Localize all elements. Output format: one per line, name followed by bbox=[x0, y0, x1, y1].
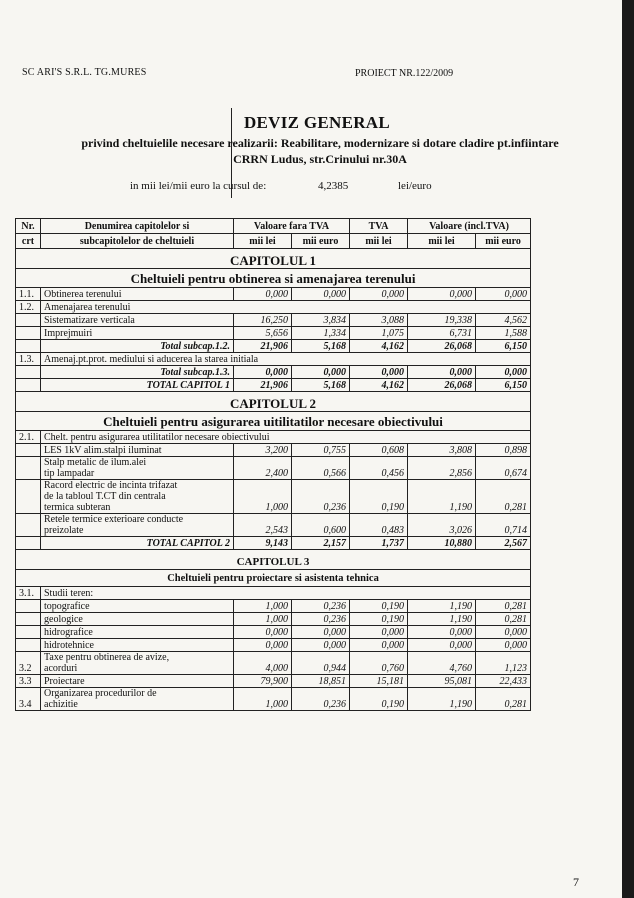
row-value: 0,236 bbox=[292, 688, 350, 711]
row-value: 15,181 bbox=[350, 675, 408, 688]
row-value: 0,236 bbox=[292, 613, 350, 626]
row-value: 0,000 bbox=[476, 626, 531, 639]
row-value: 0,608 bbox=[350, 444, 408, 457]
row-value: 1,075 bbox=[350, 327, 408, 340]
table-row bbox=[16, 340, 531, 353]
row-value: 0,898 bbox=[476, 444, 531, 457]
row-value: 1,190 bbox=[408, 480, 476, 514]
exchange-rate-unit: lei/euro bbox=[398, 180, 432, 192]
table-row bbox=[16, 675, 531, 688]
subtitle-line-2: CRRN Ludus, str.Crinului nr.30A bbox=[233, 152, 407, 166]
row-name: Studii teren: bbox=[41, 587, 531, 600]
table-row bbox=[16, 288, 531, 301]
row-name-line: de la tabloul T.CT din centrala bbox=[44, 491, 166, 502]
row-nr bbox=[16, 444, 41, 457]
row-name: Amenaj.pt.prot. mediului si aducerea la starea initiala bbox=[41, 353, 531, 366]
row-value: 0,483 bbox=[350, 514, 408, 537]
col-incl-mii-euro: mii euro bbox=[476, 234, 531, 249]
col-vat-mii-lei: mii lei bbox=[350, 234, 408, 249]
row-name: Total subcap.1.3. bbox=[41, 366, 234, 379]
row-value: 0,000 bbox=[350, 366, 408, 379]
row-value: 0,000 bbox=[350, 626, 408, 639]
row-nr bbox=[16, 366, 41, 379]
row-value: 0,000 bbox=[292, 639, 350, 652]
document-title: DEVIZ GENERAL bbox=[243, 113, 391, 132]
exchange-rate-label: in mii lei/mii euro la cursul de: bbox=[130, 180, 267, 192]
row-value: 0,714 bbox=[476, 514, 531, 537]
subtitle-line-1: privind cheltuielile necesare realizarii: Reabilitare, modernizare si dotare cladire pt.infiintare bbox=[81, 136, 559, 150]
row-value: 2,567 bbox=[476, 537, 531, 550]
row-value: 2,543 bbox=[234, 514, 292, 537]
table-row bbox=[16, 514, 531, 537]
row-value: 4,162 bbox=[350, 379, 408, 392]
row-value: 0,190 bbox=[350, 480, 408, 514]
row-value: 3,088 bbox=[350, 314, 408, 327]
table-row bbox=[16, 537, 531, 550]
row-value: 1,123 bbox=[476, 652, 531, 675]
row-name: TOTAL CAPITOL 1 bbox=[41, 379, 234, 392]
row-name-line: achizitie bbox=[44, 699, 78, 710]
row-name: Amenajarea terenului bbox=[41, 301, 531, 314]
row-value: 26,068 bbox=[408, 379, 476, 392]
row-nr bbox=[16, 314, 41, 327]
row-nr: 3.2 bbox=[16, 652, 41, 675]
deviz-table bbox=[15, 218, 531, 711]
table-row bbox=[16, 639, 531, 652]
row-name: geologice bbox=[41, 613, 234, 626]
row-value: 0,674 bbox=[476, 457, 531, 480]
row-name: TOTAL CAPITOL 2 bbox=[41, 537, 234, 550]
row-value: 0,236 bbox=[292, 600, 350, 613]
row-value: 0,000 bbox=[234, 639, 292, 652]
row-value: 3,808 bbox=[408, 444, 476, 457]
row-name: hidrografice bbox=[41, 626, 234, 639]
row-value: 0,281 bbox=[476, 613, 531, 626]
row-value: 1,190 bbox=[408, 688, 476, 711]
row-nr bbox=[16, 613, 41, 626]
row-nr bbox=[16, 600, 41, 613]
row-name: Proiectare bbox=[41, 675, 234, 688]
row-value: 9,143 bbox=[234, 537, 292, 550]
row-value: 6,731 bbox=[408, 327, 476, 340]
row-name-line: Taxe pentru obtinerea de avize, bbox=[44, 652, 170, 663]
chapter2-title: Cheltuieli pentru asigurarea uitilitatilor necesare obiectivului bbox=[16, 412, 531, 431]
row-value: 2,856 bbox=[408, 457, 476, 480]
row-value: 1,000 bbox=[234, 688, 292, 711]
chapter3-title: Cheltuieli pentru proiectare si asistenta tehnica bbox=[16, 570, 531, 587]
row-value: 0,190 bbox=[350, 688, 408, 711]
row-value: 1,190 bbox=[408, 613, 476, 626]
row-value: 0,236 bbox=[292, 480, 350, 514]
row-value: 16,250 bbox=[234, 314, 292, 327]
row-value: 0,000 bbox=[234, 366, 292, 379]
row-value: 6,150 bbox=[476, 340, 531, 353]
table-row bbox=[16, 600, 531, 613]
row-name: topografice bbox=[41, 600, 234, 613]
col-mii-euro: mii euro bbox=[292, 234, 350, 249]
table-row bbox=[16, 353, 531, 366]
row-nr bbox=[16, 480, 41, 514]
col-incl-mii-lei: mii lei bbox=[408, 234, 476, 249]
row-nr: 3.1. bbox=[16, 587, 41, 600]
chapter2-title-row bbox=[16, 412, 531, 431]
chapter2-number: CAPITOLUL 2 bbox=[16, 392, 531, 412]
row-value: 0,000 bbox=[292, 626, 350, 639]
row-value: 0,281 bbox=[476, 600, 531, 613]
row-nr: 3.3 bbox=[16, 675, 41, 688]
row-value: 0,000 bbox=[292, 366, 350, 379]
row-value: 21,906 bbox=[234, 379, 292, 392]
table-row bbox=[16, 327, 531, 340]
table-row bbox=[16, 587, 531, 600]
row-value: 18,851 bbox=[292, 675, 350, 688]
table-row bbox=[16, 431, 531, 444]
row-name: LES 1kV alim.stalpi iluminat bbox=[41, 444, 234, 457]
chapter1-number: CAPITOLUL 1 bbox=[16, 249, 531, 269]
row-value: 0,760 bbox=[350, 652, 408, 675]
row-nr bbox=[16, 457, 41, 480]
row-value: 0,000 bbox=[408, 626, 476, 639]
row-value: 0,281 bbox=[476, 480, 531, 514]
row-value: 0,566 bbox=[292, 457, 350, 480]
project-number: PROIECT NR.122/2009 bbox=[355, 68, 454, 79]
row-nr: 1.1. bbox=[16, 288, 41, 301]
row-value: 0,000 bbox=[350, 639, 408, 652]
row-nr: 2.1. bbox=[16, 431, 41, 444]
table-row bbox=[16, 301, 531, 314]
row-value: 5,168 bbox=[292, 379, 350, 392]
row-name-line: Stalp metalic de ilum.alei bbox=[44, 457, 147, 468]
row-nr bbox=[16, 626, 41, 639]
row-name-line: Racord electric de incinta trifazat bbox=[44, 480, 178, 491]
table-row bbox=[16, 444, 531, 457]
row-value: 0,000 bbox=[408, 639, 476, 652]
table-row bbox=[16, 626, 531, 639]
row-value: 1,737 bbox=[350, 537, 408, 550]
row-nr: 1.3. bbox=[16, 353, 41, 366]
row-value: 1,000 bbox=[234, 600, 292, 613]
row-value: 0,000 bbox=[234, 288, 292, 301]
row-name-line: preizolate bbox=[44, 525, 84, 536]
row-name bbox=[41, 688, 234, 711]
col-mii-lei: mii lei bbox=[234, 234, 292, 249]
row-value: 95,081 bbox=[408, 675, 476, 688]
col-name: Denumirea capitolelor si bbox=[41, 219, 234, 234]
row-value: 3,834 bbox=[292, 314, 350, 327]
row-value: 1,000 bbox=[234, 480, 292, 514]
row-value: 0,190 bbox=[350, 613, 408, 626]
page-mark: 7 bbox=[573, 875, 579, 889]
row-name: hidrotehnice bbox=[41, 639, 234, 652]
row-value: 0,755 bbox=[292, 444, 350, 457]
row-value: 3,200 bbox=[234, 444, 292, 457]
row-nr bbox=[16, 340, 41, 353]
row-name: Obtinerea terenului bbox=[41, 288, 234, 301]
row-value: 0,000 bbox=[408, 288, 476, 301]
row-name: Chelt. pentru asigurarea utilitatilor necesare obiectivului bbox=[41, 431, 531, 444]
row-value: 0,000 bbox=[350, 288, 408, 301]
row-nr bbox=[16, 537, 41, 550]
col-val-incl-vat: Valoare (incl.TVA) bbox=[408, 219, 531, 234]
chapter1-number-row bbox=[16, 249, 531, 269]
table-row bbox=[16, 480, 531, 514]
row-nr bbox=[16, 327, 41, 340]
row-value: 0,000 bbox=[476, 639, 531, 652]
row-name: Sistematizare verticala bbox=[41, 314, 234, 327]
row-value: 19,338 bbox=[408, 314, 476, 327]
row-name-line: Organizarea procedurilor de bbox=[44, 688, 157, 699]
row-value: 5,168 bbox=[292, 340, 350, 353]
table-row bbox=[16, 457, 531, 480]
chapter3-number: CAPITOLUL 3 bbox=[16, 550, 531, 570]
row-nr bbox=[16, 379, 41, 392]
row-name bbox=[41, 457, 234, 480]
chapter1-title: Cheltuieli pentru obtinerea si amenajarea terenului bbox=[16, 269, 531, 288]
scan-edge-bar bbox=[622, 0, 634, 898]
exchange-rate-value: 4,2385 bbox=[318, 180, 349, 192]
row-value: 0,000 bbox=[476, 366, 531, 379]
table-header-row-2 bbox=[16, 234, 531, 249]
row-value: 4,562 bbox=[476, 314, 531, 327]
row-value: 0,000 bbox=[234, 626, 292, 639]
row-value: 0,944 bbox=[292, 652, 350, 675]
row-nr: 3.4 bbox=[16, 688, 41, 711]
col-vat: TVA bbox=[350, 219, 408, 234]
row-value: 0,456 bbox=[350, 457, 408, 480]
row-value: 3,026 bbox=[408, 514, 476, 537]
table-row bbox=[16, 366, 531, 379]
row-value: 2,400 bbox=[234, 457, 292, 480]
col-nr: Nr. bbox=[16, 219, 41, 234]
table-row bbox=[16, 379, 531, 392]
row-value: 0,000 bbox=[408, 366, 476, 379]
row-name-line: tip lampadar bbox=[44, 468, 95, 479]
row-name bbox=[41, 652, 234, 675]
row-value: 4,760 bbox=[408, 652, 476, 675]
row-name-line: Retele termice exterioare conducte bbox=[44, 514, 184, 525]
row-name: Imprejmuiri bbox=[41, 327, 234, 340]
row-value: 1,334 bbox=[292, 327, 350, 340]
table-header-row-1 bbox=[16, 219, 531, 234]
row-value: 6,150 bbox=[476, 379, 531, 392]
chapter1-title-row bbox=[16, 269, 531, 288]
row-name bbox=[41, 480, 234, 514]
chapter2-number-row bbox=[16, 392, 531, 412]
chapter3-number-row bbox=[16, 550, 531, 570]
row-value: 0,190 bbox=[350, 600, 408, 613]
row-name: Total subcap.1.2. bbox=[41, 340, 234, 353]
row-value: 22,433 bbox=[476, 675, 531, 688]
row-name-line: acorduri bbox=[44, 663, 78, 674]
row-value: 10,880 bbox=[408, 537, 476, 550]
row-value: 0,000 bbox=[292, 288, 350, 301]
table-row bbox=[16, 613, 531, 626]
row-value: 4,000 bbox=[234, 652, 292, 675]
row-value: 1,588 bbox=[476, 327, 531, 340]
row-name bbox=[41, 514, 234, 537]
col-nr-crt: crt bbox=[16, 234, 41, 249]
company-name: SC ARI'S S.R.L. TG.MURES bbox=[22, 67, 147, 78]
row-value: 1,190 bbox=[408, 600, 476, 613]
row-nr bbox=[16, 514, 41, 537]
row-nr: 1.2. bbox=[16, 301, 41, 314]
row-value: 21,906 bbox=[234, 340, 292, 353]
table-row bbox=[16, 652, 531, 675]
row-value: 1,000 bbox=[234, 613, 292, 626]
row-value: 0,000 bbox=[476, 288, 531, 301]
row-value: 26,068 bbox=[408, 340, 476, 353]
row-value: 5,656 bbox=[234, 327, 292, 340]
row-value: 0,281 bbox=[476, 688, 531, 711]
row-value: 79,900 bbox=[234, 675, 292, 688]
document-subtitle bbox=[20, 135, 620, 167]
chapter3-title-row bbox=[16, 570, 531, 587]
row-name-line: termica subteran bbox=[44, 502, 111, 513]
row-value: 2,157 bbox=[292, 537, 350, 550]
row-nr bbox=[16, 639, 41, 652]
col-val-no-vat: Valoare fara TVA bbox=[234, 219, 350, 234]
row-value: 4,162 bbox=[350, 340, 408, 353]
col-name-sub: subcapitolelor de cheltuieli bbox=[41, 234, 234, 249]
row-value: 0,600 bbox=[292, 514, 350, 537]
table-row bbox=[16, 688, 531, 711]
table-row bbox=[16, 314, 531, 327]
